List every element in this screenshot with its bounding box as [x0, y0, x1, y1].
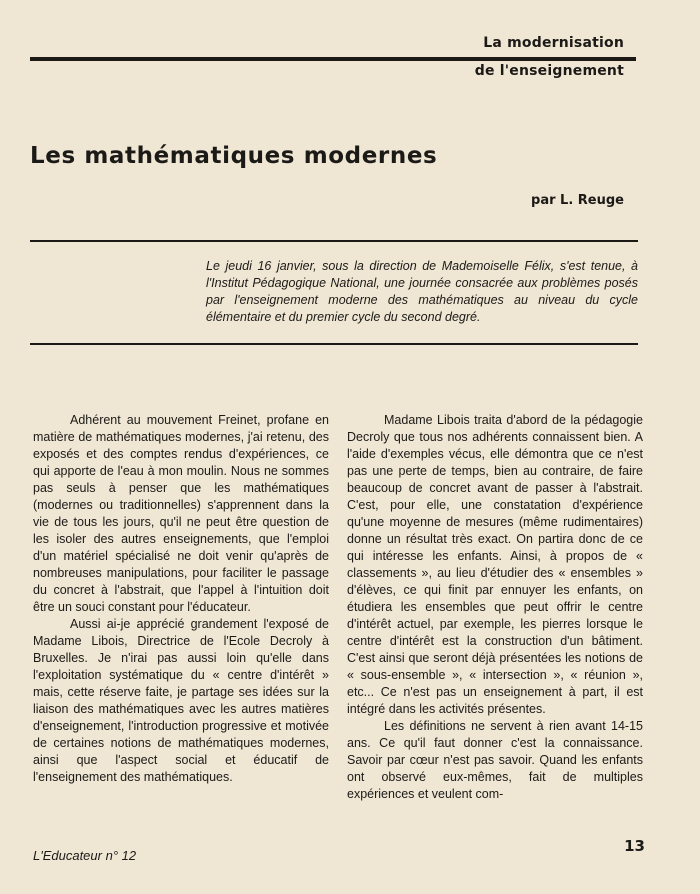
publication-footer: L'Educateur n° 12 [33, 848, 137, 863]
section-heading-line2: de l'enseignement [474, 63, 624, 79]
paragraph: Adhérent au mouvement Freinet, profane en matière de mathématiques modernes, j'ai retenu, des exposés et des comptes rendus d'expériences, ce qui apporte de l'eau à mon moulin. Nous ne sommes pas seuls à penser que les mathématiques (modernes ou traditionnelles) s'apprennent dans la vie de tous les jours, qu'il ne peut être question de les isoler des autres enseignements, que l'emploi d'un matériel spécialisé ne doit venir qu'après de nombreuses manipulations, pour faciliter le passage du concret à l'abstrait, que l'appel à l'intuition doit être un souci constant pour l'éducateur. [33, 413, 329, 614]
article-title: Les mathématiques modernes [30, 143, 438, 169]
left-column [33, 412, 329, 786]
right-column [347, 412, 643, 803]
intro-bottom-rule [30, 343, 638, 345]
intro-top-rule [30, 240, 638, 242]
section-heading-line1: La modernisation [483, 35, 624, 51]
page-number: 13 [624, 837, 645, 855]
article-intro: Le jeudi 16 janvier, sous la direction de Mademoiselle Félix, s'est tenue, à l'Institut Pédagogique National, une journée consacrée aux problèmes posés par l'enseignement moderne des mathématiques au niveau du cycle élémentaire et du premier cycle du second degré. [206, 259, 638, 324]
article-byline: par L. Reuge [531, 193, 624, 208]
paragraph: Les définitions ne servent à rien avant 14-15 ans. Ce qu'il faut donner c'est la connaissance. Savoir par cœur n'est pas savoir. Quand les enfants ont observé eux-mêmes, fait de multiples expériences et veulent com- [347, 719, 643, 801]
header-rule [30, 57, 636, 61]
paragraph: Madame Libois traita d'abord de la pédagogie Decroly que tous nos adhérents connaissent bien. A l'aide d'exemples vécus, elle démontra que ce n'est pas une perte de temps, bien au contraire, de faire beaucoup de concret avant de passer à l'abstrait. C'est, pour elle, une constatation d'expérience qu'une moyenne de mesures (même rudimentaires) donne un résultat très exact. On partira donc de ce qui intéresse les enfants. Ainsi, à propos de « classements », au lieu d'étudier des « ensembles » d'élèves, ce qui finit par ennuyer les enfants, on étudiera les ensembles que peut offrir le centre d'intérêt actuel, par exemple, les pierres lorsque le centre d'intérêt est la construction d'un bâtiment. C'est ainsi que seront déjà présentées les notions de « sous-ensemble », « intersection », « réunion », etc... Ce n'est pas un enseignement à part, il est intégré dans les activités présentes. [347, 413, 643, 716]
paragraph: Aussi ai-je apprécié grandement l'exposé de Madame Libois, Directrice de l'Ecole Decroly à Bruxelles. Je n'irai pas aussi loin qu'elle dans l'exploitation systématique du « centre d'intérêt » mais, cette réserve faite, je partage ses idées sur la liaison des mathématiques avec les autres matières d'enseignement, l'introduction progressive et motivée de certaines notions de mathématiques modernes, ainsi que l'aspect social et éducatif de l'enseignement des mathématiques. [33, 617, 329, 784]
